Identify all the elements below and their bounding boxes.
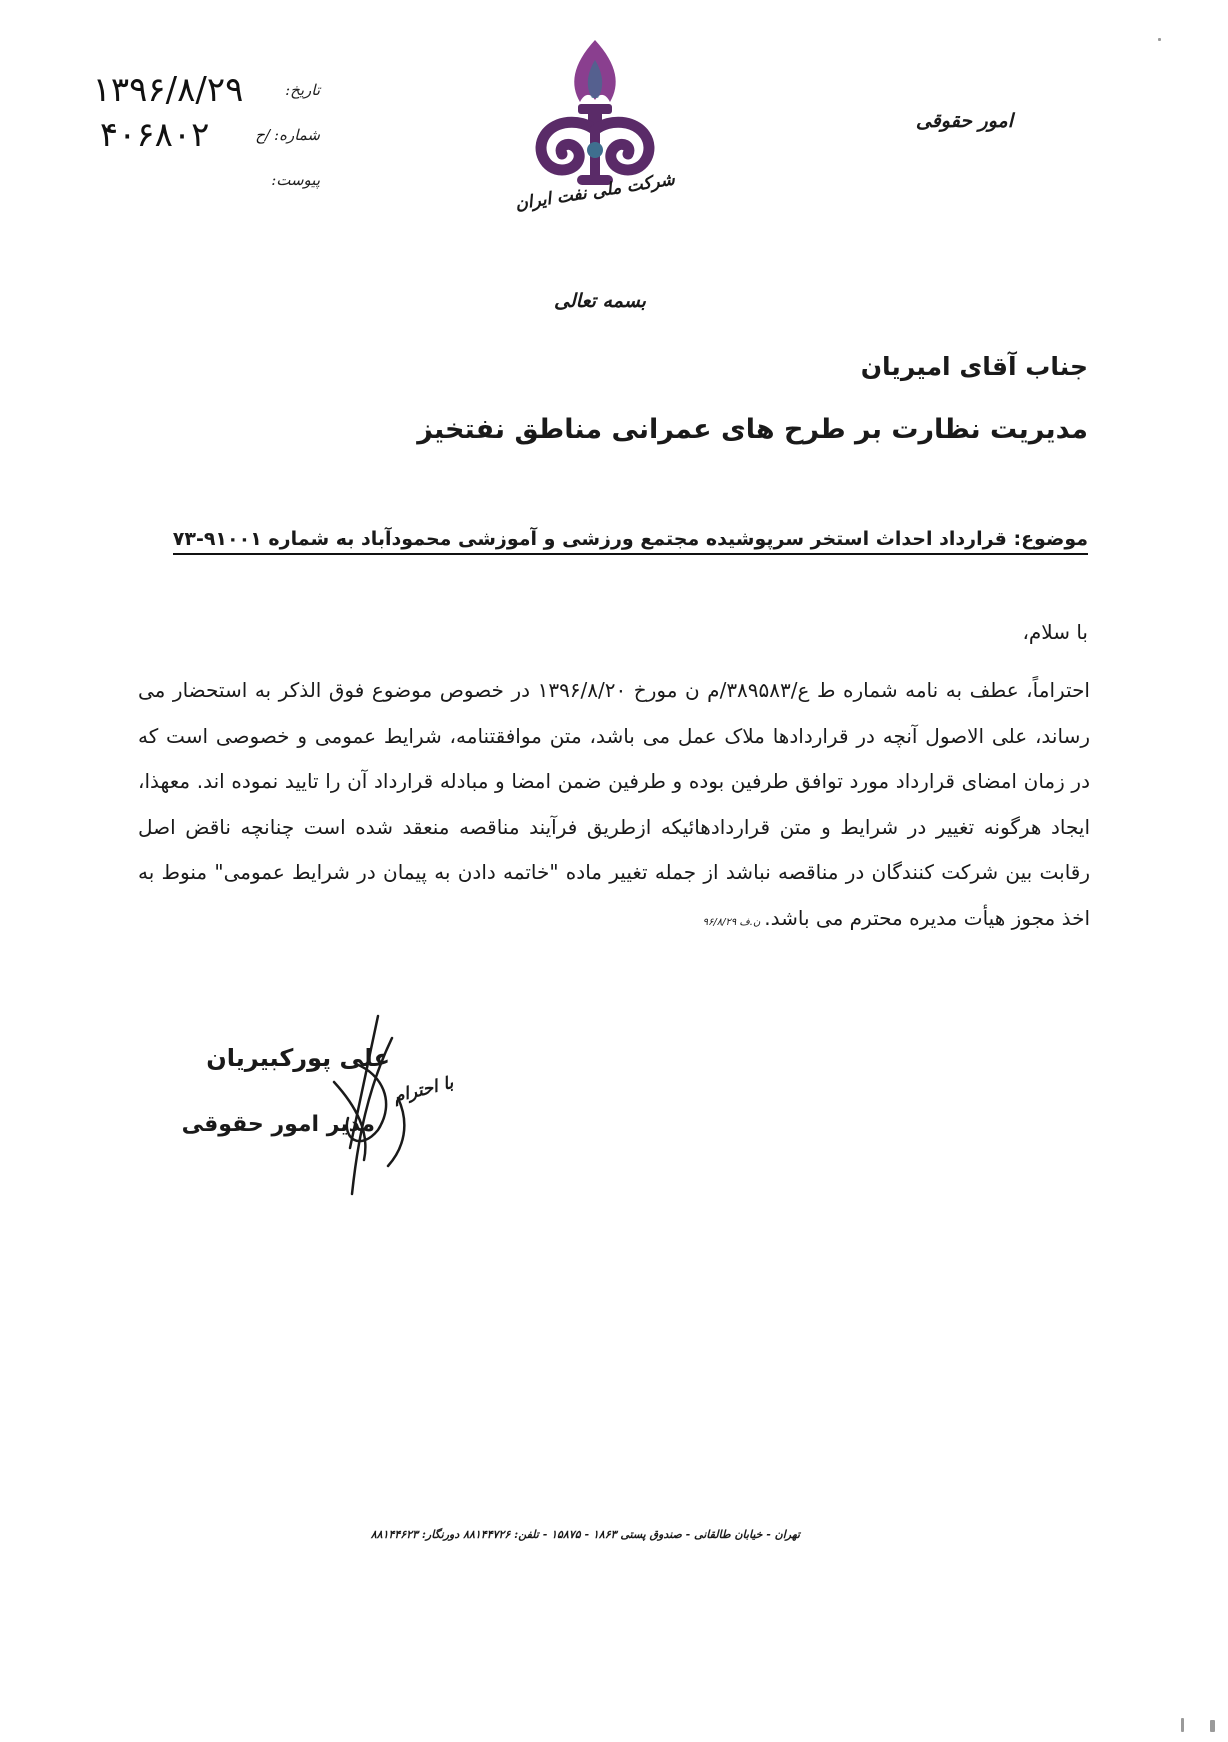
ornament-left-icon xyxy=(541,122,595,170)
greeting: با سلام، xyxy=(1022,620,1088,644)
initials-note: ن.ف ۹۶/۸/۲۹ xyxy=(702,916,761,928)
attachment-label: پیوست: xyxy=(271,171,320,189)
ornament-dot-icon xyxy=(587,142,603,158)
closing-remark: با احترام xyxy=(391,1072,456,1108)
subject-line: موضوع: قرارداد احداث استخر سرپوشیده مجتمع ورزشی و آموزشی محمودآباد به شماره ۹۱۰۰۱-۷۳ xyxy=(173,528,1088,555)
recipient-office: مدیریت نظارت بر طرح های عمرانی مناطق نفتخیز xyxy=(417,414,1088,445)
date-value: ۱۳۹۶/۸/۲۹ xyxy=(92,70,244,110)
date-label: تاریخ: xyxy=(285,81,320,99)
date-row xyxy=(60,70,320,110)
signature-block xyxy=(170,1020,500,1220)
scan-speck xyxy=(1181,1718,1184,1732)
flame-base-icon xyxy=(578,104,612,114)
signatory-title: مدیر امور حقوقی xyxy=(181,1112,375,1137)
signatory-name: علی پورکبیریان xyxy=(206,1044,390,1072)
invocation: بسمه تعالی xyxy=(554,290,646,312)
body-text: احتراماً، عطف به نامه شماره ط ع/۳۸۹۵۸۳/م ن مورخ ۱۳۹۶/۸/۲۰ در خصوص موضوع فوق الذکر به استحضار می رساند، علی الاصول آنچه در قراردادها ملاک عمل می باشد، متن موافقتنامه، شرایط عمومی و خصوصی است که در زمان امضای قرارداد مورد توافق طرفین بوده و طرفین ضمن امضا و مبادله قرارداد آن را تایید نموده اند. معهذا، ایجاد هرگونه تغییر در شرایط و متن قراردادهائیکه ازطریق فرآیند مناقصه منعقد شده است چنانچه ناقض اصل رقابت بین شرکت کنندگان در مناقصه نباشد از جمله تغییر ماده "خاتمه دادن به پیمان در شرایط عمومی" منوط به اخذ مجوز هیأت مدیره محترم می باشد. xyxy=(138,678,1090,930)
company-name: شرکت ملی نفت ایران xyxy=(513,169,677,215)
letter-meta xyxy=(60,70,320,200)
ornament-right-icon xyxy=(595,122,649,170)
number-prefix: ح/ xyxy=(255,126,270,144)
scan-speck xyxy=(1210,1720,1215,1732)
footer-address: تهران - خیابان طالقانی - صندوق پستی ۱۸۶۳ - ۱۵۸۷۵ - تلفن: ۸۸۱۴۴۷۲۶ دورنگار: ۸۸۱۴۴۶۲۳ xyxy=(370,1528,800,1541)
number-row xyxy=(60,115,320,155)
letter-body xyxy=(138,668,1090,945)
department-label: امور حقوقی xyxy=(915,110,1013,132)
number-value: ۴۰۶۸۰۲ xyxy=(99,115,210,155)
scan-speck xyxy=(1158,38,1161,41)
recipient-name: جناب آقای امیریان xyxy=(860,352,1088,381)
number-label: شماره: xyxy=(274,126,320,144)
attachment-row xyxy=(60,160,320,200)
